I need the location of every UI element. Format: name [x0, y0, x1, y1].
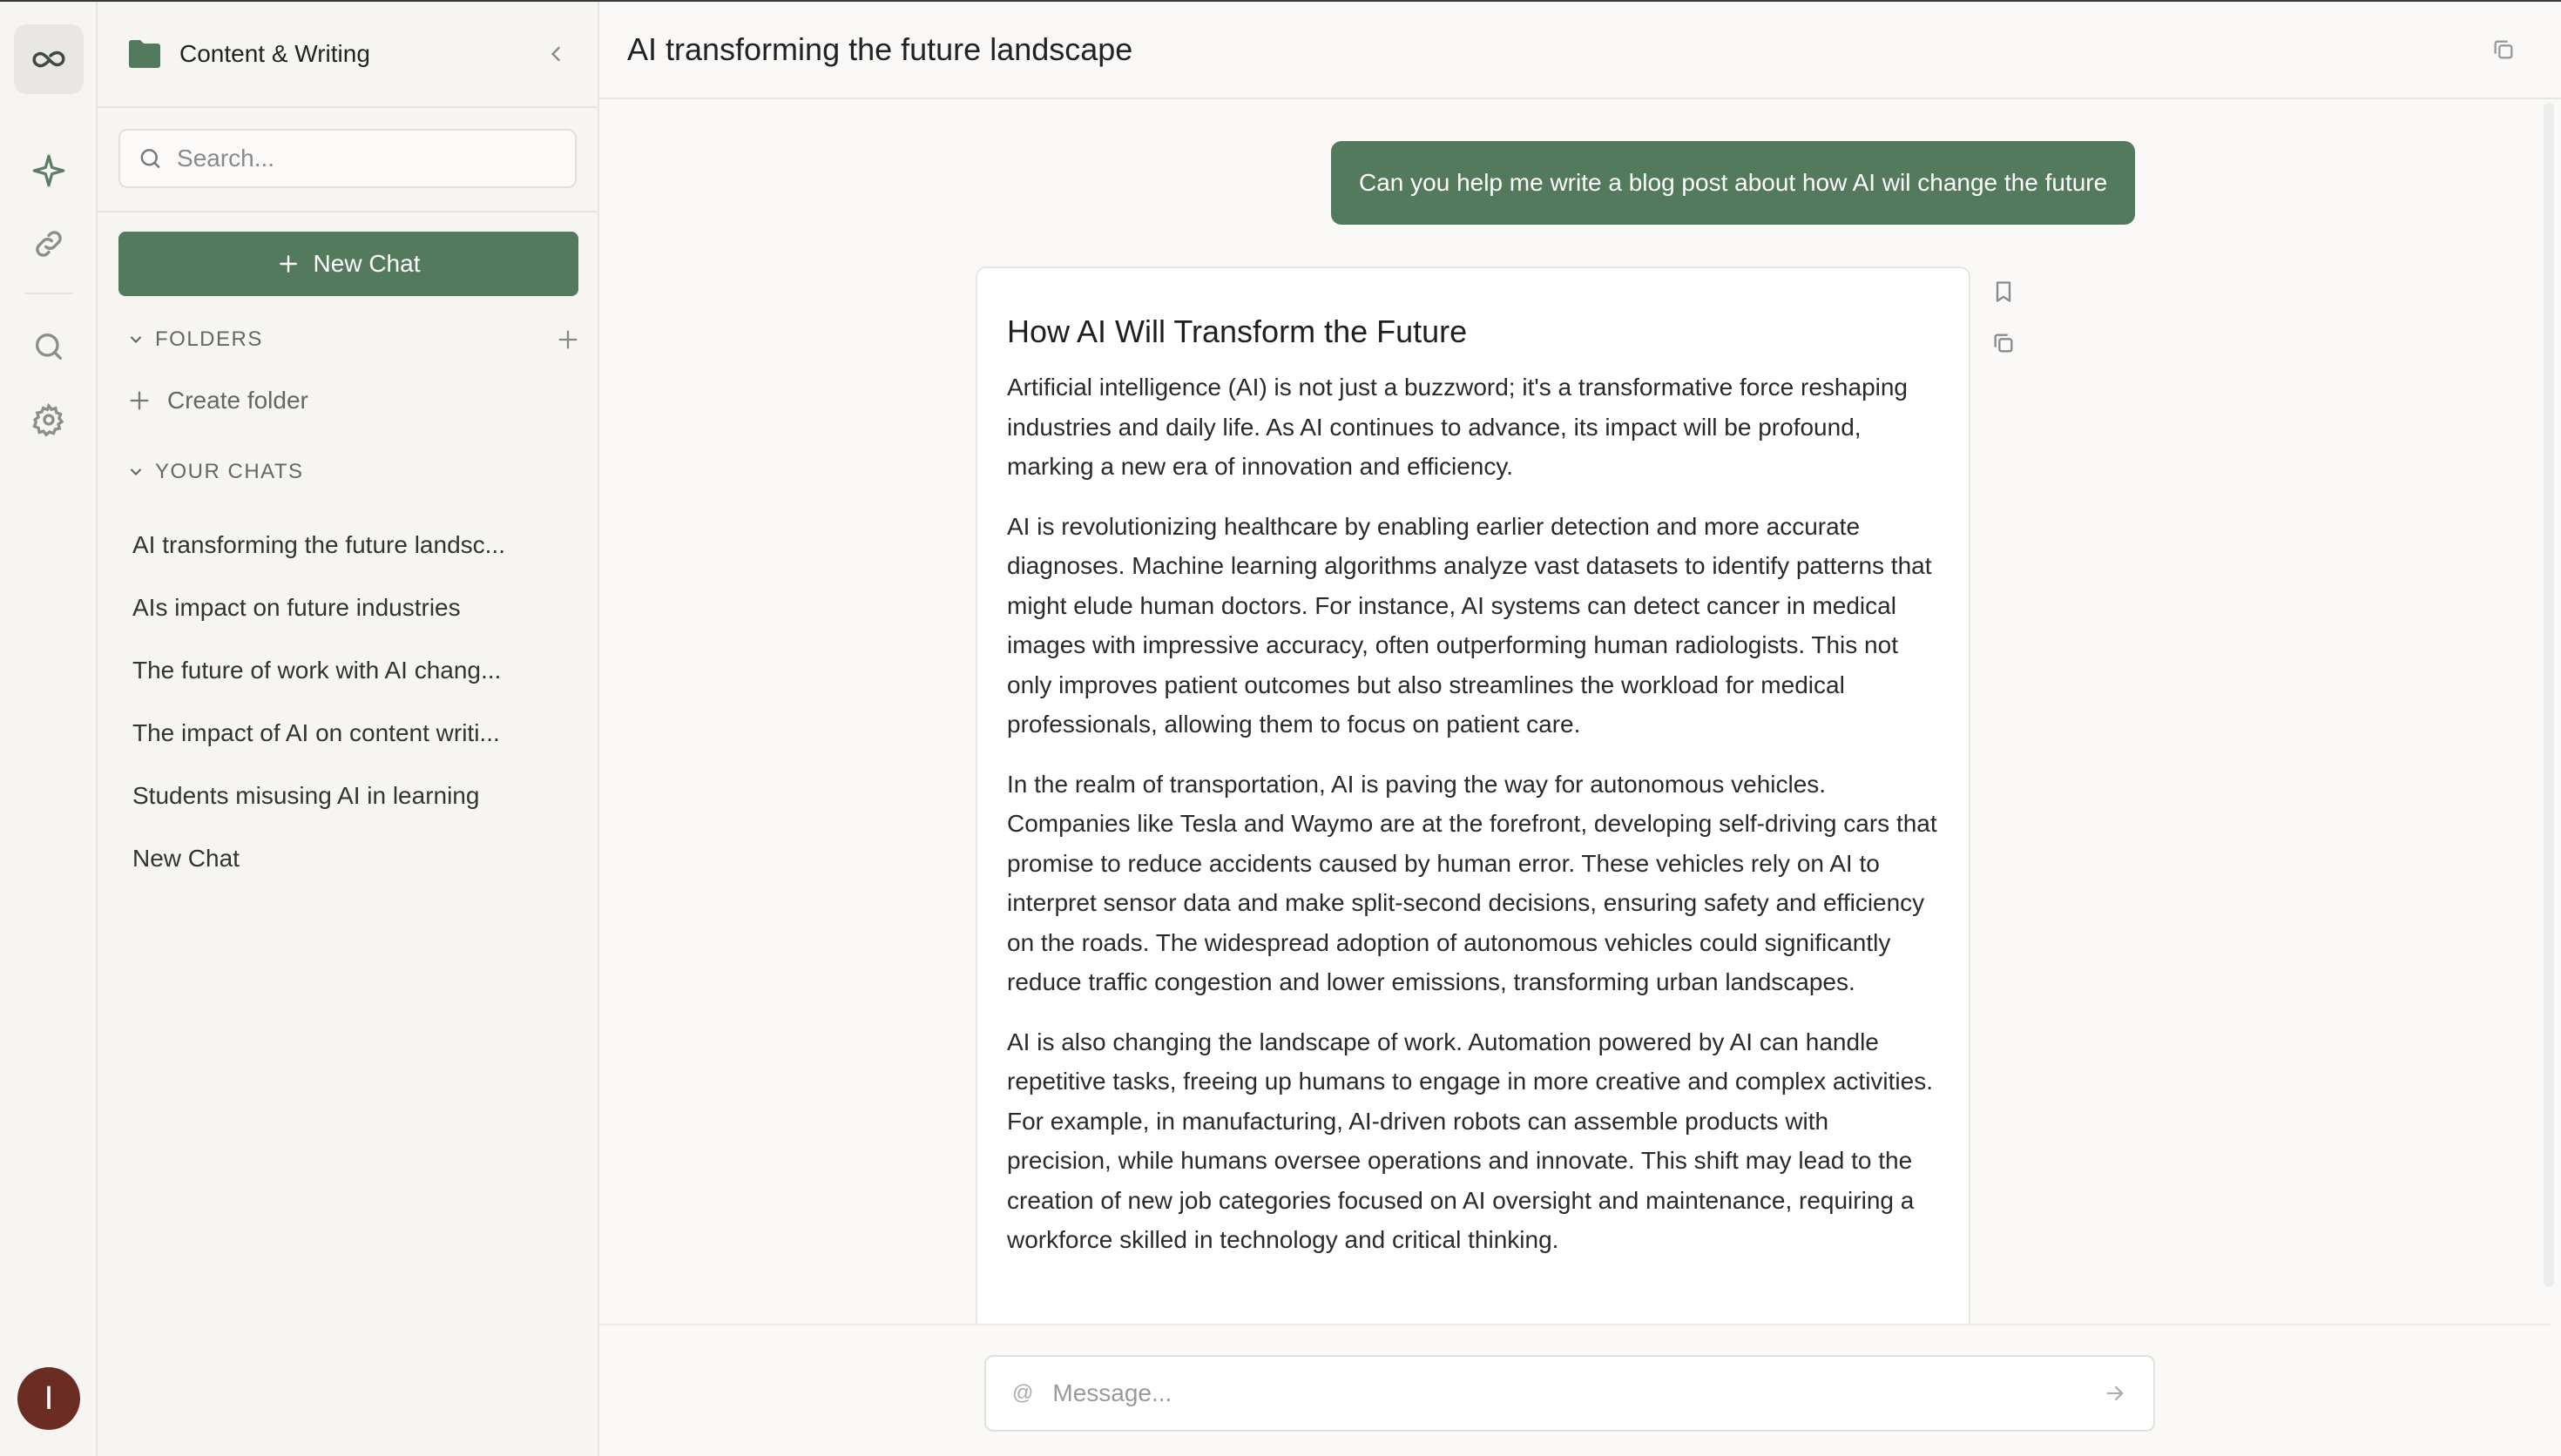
sidebar-search-area: [98, 108, 598, 212]
sparkle-icon: [31, 153, 66, 188]
message-input[interactable]: [1052, 1379, 2084, 1407]
chat-list: [132, 514, 568, 890]
chat-item[interactable]: Students misusing AI in learning: [132, 782, 480, 809]
logo-icon: [28, 38, 70, 80]
copy-conversation-button[interactable]: [2491, 37, 2516, 62]
chevron-left-icon: [544, 42, 568, 66]
folders-label: FOLDERS: [155, 327, 263, 351]
new-chat-label: New Chat: [313, 250, 421, 277]
main-header: [599, 2, 2561, 99]
add-folder-button[interactable]: [556, 327, 580, 352]
copy-icon: [1991, 331, 2016, 355]
links-button[interactable]: [14, 209, 84, 279]
folder-icon: [127, 39, 162, 69]
sidebar-header: [98, 2, 598, 108]
response-paragraph: AI is revolutionizing healthcare by enabling earlier detection and more accurate diagnoses. Machine learning algorithms analyze vast datasets to identify patterns that might elude human doctors. For instance, AI systems can detect cancer in medical images with impressive accuracy, often outperforming human radiologists. This not only improves patient outcomes but also streamlines the workload for medical professionals, allowing them to focus on patient care.: [1007, 512, 1932, 738]
conversation-title: AI transforming the future landscape: [627, 31, 1133, 67]
bookmark-icon: [1991, 279, 2016, 305]
plus-icon: [556, 327, 580, 352]
link-icon: [31, 226, 66, 261]
chats-section-header[interactable]: [127, 460, 580, 484]
plus-icon: [277, 253, 300, 275]
response-actions: [1991, 279, 2016, 355]
bookmark-button[interactable]: [1991, 279, 2016, 305]
composer-area: [599, 1324, 2551, 1456]
search-icon: [138, 145, 163, 172]
workspace-title: Content & Writing: [179, 40, 370, 67]
avatar-initial: I: [44, 1379, 54, 1417]
create-folder-button[interactable]: [127, 387, 308, 415]
gear-icon: [31, 402, 66, 437]
response-title: How AI Will Transform the Future: [1007, 313, 1468, 349]
logo-button[interactable]: [14, 24, 84, 94]
sparkle-button[interactable]: [14, 136, 84, 206]
chat-item[interactable]: AI transforming the future landsc...: [132, 531, 505, 558]
chevron-down-icon: [127, 463, 145, 481]
chat-item[interactable]: AIs impact on future industries: [132, 594, 461, 621]
folders-section-header[interactable]: [127, 327, 580, 352]
your-chats-label: YOUR CHATS: [155, 460, 304, 483]
chat-item[interactable]: New Chat: [132, 845, 240, 872]
rail-divider: [24, 293, 73, 294]
response-paragraph: AI is also changing the landscape of work. Automation powered by AI can handle repetitive tasks, freeing up humans to engage in more creative and complex activities. For example, in manufacturing, AI-driven robots can assemble products with precision, while humans oversee operations and innovate. This shift may lead to the creation of new job categories focused on AI oversight and maintenance, requiring a workforce skilled in technology and critical thinking.: [1007, 1028, 1934, 1253]
settings-button[interactable]: [14, 385, 84, 455]
arrow-right-icon: [2103, 1381, 2127, 1405]
icon-rail: [0, 2, 98, 1456]
send-button[interactable]: [2103, 1381, 2127, 1405]
chat-item[interactable]: The impact of AI on content writi...: [132, 719, 500, 746]
search-button[interactable]: [14, 312, 84, 381]
create-folder-label: Create folder: [167, 387, 308, 414]
user-message-text: Can you help me write a blog post about how AI wil change the future: [1359, 169, 2108, 196]
sidebar: [98, 2, 599, 1456]
sidebar-search-input[interactable]: [177, 145, 557, 172]
search-icon: [31, 329, 66, 364]
collapse-sidebar-button[interactable]: [544, 42, 568, 66]
main-panel: [599, 2, 2561, 1456]
scrollbar[interactable]: [2544, 103, 2554, 1287]
new-chat-button[interactable]: [118, 232, 578, 296]
chevron-down-icon: [127, 331, 145, 348]
copy-response-button[interactable]: [1991, 331, 2016, 355]
sidebar-search-box[interactable]: [118, 129, 577, 188]
message-composer[interactable]: [984, 1355, 2155, 1432]
copy-icon: [2491, 37, 2516, 62]
plus-icon: [127, 388, 152, 413]
user-message-bubble: [1331, 141, 2135, 225]
mention-button[interactable]: @: [1012, 1381, 1034, 1405]
chat-item[interactable]: The future of work with AI chang...: [132, 657, 502, 684]
response-paragraph: In the realm of transportation, AI is paving the way for autonomous vehicles. Companies like Tesla and Waymo are at the forefront, developing self-driving cars that promise to reduce accidents caused by human error. These vehicles rely on AI to interpret sensor data and make split-second decisions, ensuring safety and efficiency on the roads. The widespread adoption of autonomous vehicles could significantly reduce traffic congestion and lower emissions, transforming urban landscapes.: [1007, 770, 1937, 995]
response-paragraph: Artificial intelligence (AI) is not just a buzzword; it's a transformative force reshaping industries and daily life. As AI continues to advance, its impact will be profound, marking a new era of innovation and efficiency.: [1007, 374, 1909, 480]
assistant-response-card: [976, 266, 1970, 1325]
avatar[interactable]: [17, 1367, 80, 1430]
